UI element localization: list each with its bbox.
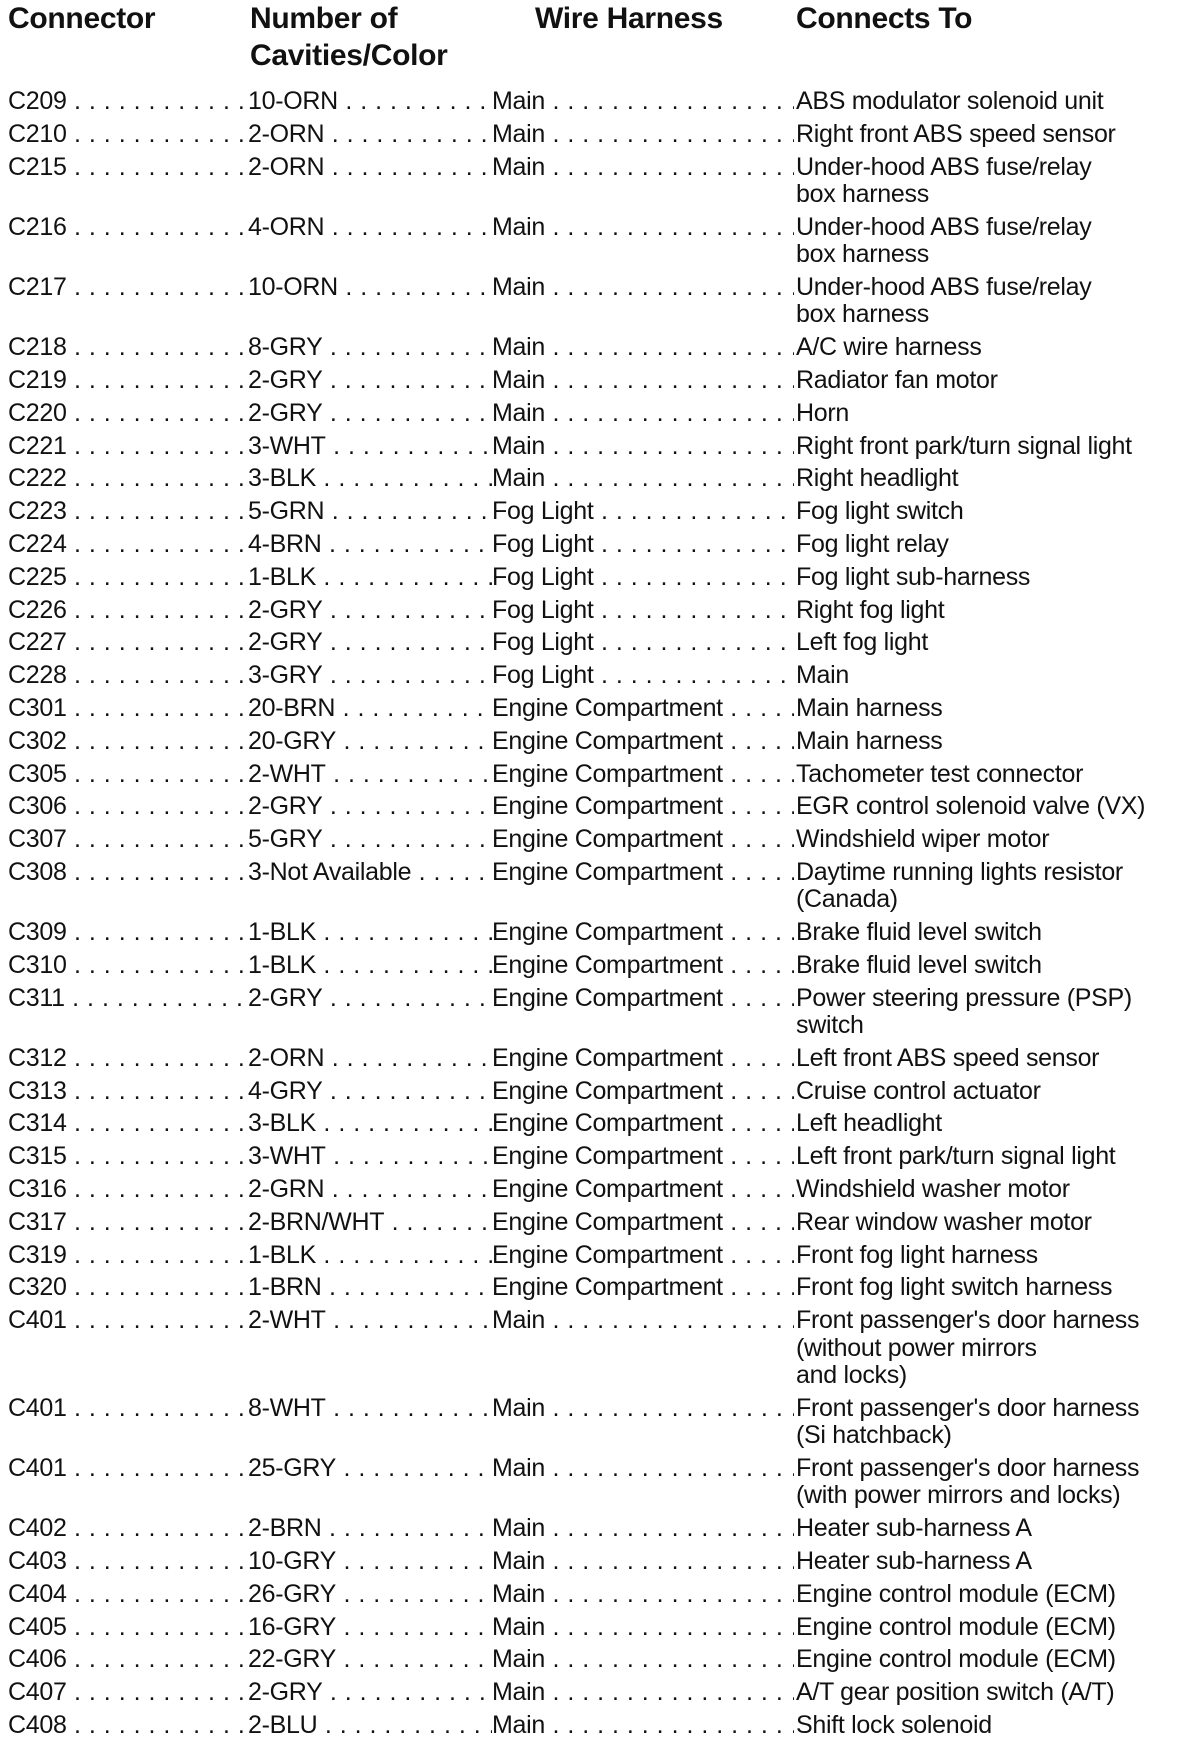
table-row: [0, 1712, 1200, 1745]
connects-to-cell: [796, 761, 1196, 788]
table-row: [0, 88, 1200, 121]
connects-to-line: Horn: [796, 398, 849, 427]
wire-harness-cell: Engine Compartment . . .: [492, 1078, 794, 1105]
wire-harness-cell: Main . . .: [492, 1515, 794, 1542]
connects-to-line: Tachometer test connector: [796, 759, 1084, 788]
connects-to-cell: [796, 985, 1196, 1040]
table-row: [0, 564, 1200, 597]
connector-table-body: [0, 88, 1200, 1745]
header-connector: Connector: [8, 2, 156, 35]
cavities-color-cell: 2-GRY . . .: [248, 985, 492, 1012]
wire-harness-cell: Engine Compartment . . .: [492, 826, 794, 853]
connects-to-line: box harness: [796, 300, 929, 329]
cavities-color-cell: 5-GRY . . .: [248, 826, 492, 853]
cavities-color-cell: 3-BLK . . .: [248, 1110, 492, 1137]
table-row: [0, 1515, 1200, 1548]
table-row: [0, 662, 1200, 695]
connector-cell: C315 . . .: [8, 1143, 248, 1170]
cavities-color-cell: 2-BRN/WHT . . .: [248, 1209, 492, 1236]
connects-to-cell: [796, 1548, 1196, 1575]
connector-cell: C210 . . .: [8, 121, 248, 148]
connector-cell: C401 . . .: [8, 1455, 248, 1482]
connects-to-line: Engine control module (ECM): [796, 1645, 1116, 1674]
table-row: [0, 761, 1200, 794]
table-row: [0, 919, 1200, 952]
cavities-color-cell: 25-GRY . . .: [248, 1455, 492, 1482]
cavities-color-cell: 3-Not Available . . .: [248, 859, 492, 886]
connects-to-line: Left front ABS speed sensor: [796, 1043, 1100, 1072]
table-row: [0, 952, 1200, 985]
cavities-color-cell: 2-BLU . . .: [248, 1712, 492, 1739]
header-connects-to: Connects To: [796, 2, 973, 35]
connects-to-cell: [796, 859, 1196, 914]
connects-to-cell: [796, 1646, 1196, 1673]
table-row: [0, 695, 1200, 728]
connects-to-cell: [796, 564, 1196, 591]
connects-to-line: Front passenger's door harness: [796, 1393, 1140, 1422]
table-row: [0, 465, 1200, 498]
connector-cell: C311 . . .: [8, 985, 248, 1012]
cavities-color-cell: 1-BLK . . .: [248, 1242, 492, 1269]
connects-to-line: Front fog light harness: [796, 1240, 1038, 1269]
table-row: [0, 826, 1200, 859]
connects-to-cell: [796, 662, 1196, 689]
table-row: [0, 1209, 1200, 1242]
connects-to-line: Front fog light switch harness: [796, 1273, 1113, 1302]
connects-to-cell: [796, 1176, 1196, 1203]
wire-harness-cell: Engine Compartment . . .: [492, 728, 794, 755]
connects-to-line: A/C wire harness: [796, 333, 982, 362]
cavities-color-cell: 2-WHT . . .: [248, 761, 492, 788]
connects-to-cell: [796, 597, 1196, 624]
connects-to-line: Main: [796, 661, 849, 690]
connector-cell: C224 . . .: [8, 531, 248, 558]
wire-harness-cell: Main . . .: [492, 1646, 794, 1673]
connects-to-cell: [796, 433, 1196, 460]
table-row: [0, 1548, 1200, 1581]
wire-harness-cell: Engine Compartment . . .: [492, 1176, 794, 1203]
connects-to-cell: [796, 334, 1196, 361]
table-row: [0, 1078, 1200, 1111]
connector-cell: C405 . . .: [8, 1614, 248, 1641]
connects-to-line: Engine control module (ECM): [796, 1579, 1116, 1608]
connects-to-cell: [796, 400, 1196, 427]
wire-harness-cell: Engine Compartment . . .: [492, 1143, 794, 1170]
connects-to-cell: [796, 1581, 1196, 1608]
wire-harness-cell: Main . . .: [492, 154, 794, 181]
connects-to-line: Radiator fan motor: [796, 365, 998, 394]
connects-to-cell: [796, 1395, 1196, 1450]
connects-to-cell: [796, 793, 1196, 820]
cavities-color-cell: 1-BLK . . .: [248, 919, 492, 946]
connects-to-line: Heater sub-harness A: [796, 1514, 1032, 1543]
connects-to-cell: [796, 695, 1196, 722]
wire-harness-cell: Fog Light . . .: [492, 531, 794, 558]
cavities-color-cell: 2-ORN . . .: [248, 1045, 492, 1072]
wire-harness-cell: Engine Compartment . . .: [492, 1110, 794, 1137]
connector-cell: C320 . . .: [8, 1274, 248, 1301]
connects-to-line: Front passenger's door harness: [796, 1306, 1140, 1335]
connects-to-cell: [796, 1712, 1196, 1739]
connects-to-line: Fog light relay: [796, 529, 949, 558]
wire-harness-cell: Main . . .: [492, 1548, 794, 1575]
connects-to-line: Main harness: [796, 726, 943, 755]
connects-to-line: box harness: [796, 240, 929, 269]
header-cavities: [250, 0, 448, 74]
connector-cell: C314 . . .: [8, 1110, 248, 1137]
connector-cell: C403 . . .: [8, 1548, 248, 1575]
table-row: [0, 1646, 1200, 1679]
cavities-color-cell: 20-BRN . . .: [248, 695, 492, 722]
connector-cell: C218 . . .: [8, 334, 248, 361]
connector-cell: C313 . . .: [8, 1078, 248, 1105]
connects-to-line: Main harness: [796, 693, 943, 722]
connector-cell: C228 . . .: [8, 662, 248, 689]
table-row: [0, 1143, 1200, 1176]
connector-cell: C317 . . .: [8, 1209, 248, 1236]
table-row: [0, 1045, 1200, 1078]
cavities-color-cell: 20-GRY . . .: [248, 728, 492, 755]
cavities-color-cell: 3-BLK . . .: [248, 465, 492, 492]
wire-harness-cell: Engine Compartment . . .: [492, 985, 794, 1012]
connector-cell: C309 . . .: [8, 919, 248, 946]
wire-harness-cell: Fog Light . . .: [492, 597, 794, 624]
cavities-color-cell: 2-GRY . . .: [248, 400, 492, 427]
table-row: [0, 531, 1200, 564]
connector-cell: C312 . . .: [8, 1045, 248, 1072]
connects-to-cell: [796, 367, 1196, 394]
cavities-color-cell: 3-WHT . . .: [248, 1143, 492, 1170]
cavities-color-cell: 3-WHT . . .: [248, 433, 492, 460]
connects-to-line: Fog light switch: [796, 497, 964, 526]
cavities-color-cell: 2-GRY . . .: [248, 597, 492, 624]
connects-to-cell: [796, 1515, 1196, 1542]
connects-to-line: Under-hood ABS fuse/relay: [796, 272, 1092, 301]
wire-harness-cell: Main . . .: [492, 1307, 794, 1334]
connects-to-line: and locks): [796, 1361, 907, 1390]
wire-harness-cell: Main . . .: [492, 334, 794, 361]
connects-to-line: Cruise control actuator: [796, 1076, 1041, 1105]
wire-harness-cell: Main . . .: [492, 121, 794, 148]
wire-harness-cell: Main . . .: [492, 1581, 794, 1608]
table-row: [0, 597, 1200, 630]
connects-to-cell: [796, 728, 1196, 755]
connector-cell: C223 . . .: [8, 498, 248, 525]
connects-to-line: Windshield washer motor: [796, 1175, 1070, 1204]
table-row: [0, 498, 1200, 531]
connector-cell: C319 . . .: [8, 1242, 248, 1269]
wire-harness-cell: Main . . .: [492, 1712, 794, 1739]
connector-cell: C209 . . .: [8, 88, 248, 115]
connects-to-cell: [796, 274, 1196, 329]
table-row: [0, 154, 1200, 214]
connects-to-line: Brake fluid level switch: [796, 950, 1042, 979]
connects-to-line: (without power mirrors: [796, 1333, 1037, 1362]
wire-harness-cell: Main . . .: [492, 214, 794, 241]
wire-harness-cell: Fog Light . . .: [492, 498, 794, 525]
cavities-color-cell: 4-BRN . . .: [248, 531, 492, 558]
connects-to-cell: [796, 629, 1196, 656]
table-row: [0, 121, 1200, 154]
connects-to-line: Brake fluid level switch: [796, 918, 1042, 947]
connector-cell: C221 . . .: [8, 433, 248, 460]
connector-cell: C310 . . .: [8, 952, 248, 979]
connector-cell: C220 . . .: [8, 400, 248, 427]
connects-to-line: Under-hood ABS fuse/relay: [796, 152, 1092, 181]
wire-harness-cell: Engine Compartment . . .: [492, 1209, 794, 1236]
cavities-color-cell: 2-BRN . . .: [248, 1515, 492, 1542]
connector-cell: C306 . . .: [8, 793, 248, 820]
cavities-color-cell: 2-GRY . . .: [248, 1679, 492, 1706]
cavities-color-cell: 2-ORN . . .: [248, 154, 492, 181]
connector-cell: C407 . . .: [8, 1679, 248, 1706]
connector-cell: C305 . . .: [8, 761, 248, 788]
connects-to-line: (with power mirrors and locks): [796, 1481, 1121, 1510]
table-row: [0, 1176, 1200, 1209]
cavities-color-cell: 2-GRY . . .: [248, 793, 492, 820]
wire-harness-cell: Engine Compartment . . .: [492, 919, 794, 946]
connects-to-line: Right headlight: [796, 464, 959, 493]
cavities-color-cell: 1-BLK . . .: [248, 564, 492, 591]
connects-to-line: ABS modulator solenoid unit: [796, 87, 1104, 115]
table-row: [0, 274, 1200, 334]
cavities-color-cell: 10-ORN . . .: [248, 274, 492, 301]
connects-to-cell: [796, 498, 1196, 525]
connects-to-cell: [796, 121, 1196, 148]
connects-to-line: Windshield wiper motor: [796, 825, 1050, 854]
wire-harness-cell: Main . . .: [492, 367, 794, 394]
table-row: [0, 433, 1200, 466]
connector-cell: C406 . . .: [8, 1646, 248, 1673]
connector-cell: C402 . . .: [8, 1515, 248, 1542]
connects-to-line: (Si hatchback): [796, 1421, 952, 1450]
connector-cell: C227 . . .: [8, 629, 248, 656]
connector-cell: C408 . . .: [8, 1712, 248, 1739]
connector-cell: C216 . . .: [8, 214, 248, 241]
connector-cell: C302 . . .: [8, 728, 248, 755]
connects-to-cell: [796, 154, 1196, 209]
cavities-color-cell: 2-GRY . . .: [248, 367, 492, 394]
wire-harness-cell: Main . . .: [492, 1395, 794, 1422]
connector-cell: C316 . . .: [8, 1176, 248, 1203]
connector-cell: C225 . . .: [8, 564, 248, 591]
connects-to-line: Front passenger's door harness: [796, 1454, 1140, 1483]
wire-harness-cell: Main . . .: [492, 1614, 794, 1641]
connects-to-line: (Canada): [796, 885, 898, 914]
header-cavities-line2: Cavities/Color: [250, 39, 448, 72]
connects-to-cell: [796, 919, 1196, 946]
cavities-color-cell: 26-GRY . . .: [248, 1581, 492, 1608]
cavities-color-cell: 2-GRN . . .: [248, 1176, 492, 1203]
wire-harness-cell: Main . . .: [492, 1455, 794, 1482]
connects-to-cell: [796, 826, 1196, 853]
connects-to-line: Daytime running lights resistor: [796, 857, 1123, 886]
wire-harness-cell: Fog Light . . .: [492, 564, 794, 591]
header-cavities-line1: Number of: [250, 2, 398, 35]
header-wire-harness: Wire Harness: [535, 2, 723, 35]
connects-to-line: Shift lock solenoid: [796, 1711, 992, 1739]
table-row: [0, 985, 1200, 1045]
connector-cell: C219 . . .: [8, 367, 248, 394]
table-row: [0, 1679, 1200, 1712]
connects-to-line: Fog light sub-harness: [796, 562, 1031, 591]
connects-to-line: EGR control solenoid valve (VX): [796, 792, 1146, 821]
connects-to-cell: [796, 1110, 1196, 1137]
table-row: [0, 1395, 1200, 1455]
connects-to-cell: [796, 465, 1196, 492]
connects-to-line: Left front park/turn signal light: [796, 1142, 1116, 1171]
connector-cell: C217 . . .: [8, 274, 248, 301]
connects-to-line: Left headlight: [796, 1109, 942, 1138]
connects-to-cell: [796, 1455, 1196, 1510]
connector-cell: C401 . . .: [8, 1307, 248, 1334]
connects-to-cell: [796, 1045, 1196, 1072]
cavities-color-cell: 5-GRN . . .: [248, 498, 492, 525]
table-row: [0, 629, 1200, 662]
table-row: [0, 793, 1200, 826]
table-row: [0, 1242, 1200, 1275]
wire-harness-cell: Engine Compartment . . .: [492, 761, 794, 788]
connector-cell: C307 . . .: [8, 826, 248, 853]
cavities-color-cell: 3-GRY . . .: [248, 662, 492, 689]
cavities-color-cell: 10-ORN . . .: [248, 88, 492, 115]
wire-harness-cell: Fog Light . . .: [492, 629, 794, 656]
connects-to-cell: [796, 1143, 1196, 1170]
connects-to-line: Engine control module (ECM): [796, 1612, 1116, 1641]
connects-to-line: box harness: [796, 180, 929, 208]
connector-cell: C404 . . .: [8, 1581, 248, 1608]
connects-to-cell: [796, 88, 1196, 115]
cavities-color-cell: 10-GRY . . .: [248, 1548, 492, 1575]
cavities-color-cell: 16-GRY . . .: [248, 1614, 492, 1641]
wire-harness-cell: Engine Compartment . . .: [492, 1274, 794, 1301]
connects-to-line: Rear window washer motor: [796, 1207, 1092, 1236]
table-row: [0, 1581, 1200, 1614]
cavities-color-cell: 2-WHT . . .: [248, 1307, 492, 1334]
cavities-color-cell: 8-WHT . . .: [248, 1395, 492, 1422]
wire-harness-cell: Engine Compartment . . .: [492, 859, 794, 886]
connector-cell: C308 . . .: [8, 859, 248, 886]
connects-to-cell: [796, 1679, 1196, 1706]
connects-to-cell: [796, 1614, 1196, 1641]
cavities-color-cell: 8-GRY . . .: [248, 334, 492, 361]
connects-to-cell: [796, 1307, 1196, 1389]
connects-to-line: Left fog light: [796, 628, 929, 657]
table-row: [0, 334, 1200, 367]
connects-to-cell: [796, 1078, 1196, 1105]
connects-to-line: A/T gear position switch (A/T): [796, 1678, 1115, 1707]
cavities-color-cell: 22-GRY . . .: [248, 1646, 492, 1673]
cavities-color-cell: 1-BRN . . .: [248, 1274, 492, 1301]
wire-harness-cell: Main . . .: [492, 400, 794, 427]
wire-harness-cell: Main . . .: [492, 1679, 794, 1706]
connector-cell: C301 . . .: [8, 695, 248, 722]
table-row: [0, 1307, 1200, 1395]
wire-harness-cell: Engine Compartment . . .: [492, 952, 794, 979]
connects-to-line: Heater sub-harness A: [796, 1547, 1032, 1576]
connects-to-line: Power steering pressure (PSP): [796, 983, 1132, 1012]
connector-cell: C226 . . .: [8, 597, 248, 624]
cavities-color-cell: 1-BLK . . .: [248, 952, 492, 979]
cavities-color-cell: 4-ORN . . .: [248, 214, 492, 241]
table-row: [0, 728, 1200, 761]
connector-cell: C215 . . .: [8, 154, 248, 181]
table-row: [0, 214, 1200, 274]
table-row: [0, 1455, 1200, 1515]
wire-harness-cell: Engine Compartment . . .: [492, 793, 794, 820]
wire-harness-cell: Fog Light . . .: [492, 662, 794, 689]
wire-harness-cell: Main . . .: [492, 274, 794, 301]
wire-harness-cell: Main . . .: [492, 88, 794, 115]
connects-to-cell: [796, 1209, 1196, 1236]
connects-to-cell: [796, 952, 1196, 979]
connects-to-cell: [796, 214, 1196, 269]
table-row: [0, 367, 1200, 400]
wire-harness-cell: Main . . .: [492, 433, 794, 460]
cavities-color-cell: 2-ORN . . .: [248, 121, 492, 148]
wire-harness-cell: Engine Compartment . . .: [492, 695, 794, 722]
wire-harness-cell: Engine Compartment . . .: [492, 1045, 794, 1072]
connects-to-line: Right front ABS speed sensor: [796, 119, 1116, 148]
connects-to-line: switch: [796, 1011, 864, 1040]
connector-cell: C401 . . .: [8, 1395, 248, 1422]
wire-harness-cell: Engine Compartment . . .: [492, 1242, 794, 1269]
connector-cell: C222 . . .: [8, 465, 248, 492]
connects-to-cell: [796, 1242, 1196, 1269]
table-row: [0, 400, 1200, 433]
table-row: [0, 1274, 1200, 1307]
table-row: [0, 859, 1200, 919]
cavities-color-cell: 2-GRY . . .: [248, 629, 492, 656]
connects-to-line: Under-hood ABS fuse/relay: [796, 212, 1092, 241]
wire-harness-cell: Main . . .: [492, 465, 794, 492]
table-row: [0, 1614, 1200, 1647]
connects-to-line: Right front park/turn signal light: [796, 431, 1132, 460]
table-row: [0, 1110, 1200, 1143]
connects-to-cell: [796, 531, 1196, 558]
cavities-color-cell: 4-GRY . . .: [248, 1078, 492, 1105]
connects-to-cell: [796, 1274, 1196, 1301]
connects-to-line: Right fog light: [796, 595, 945, 624]
